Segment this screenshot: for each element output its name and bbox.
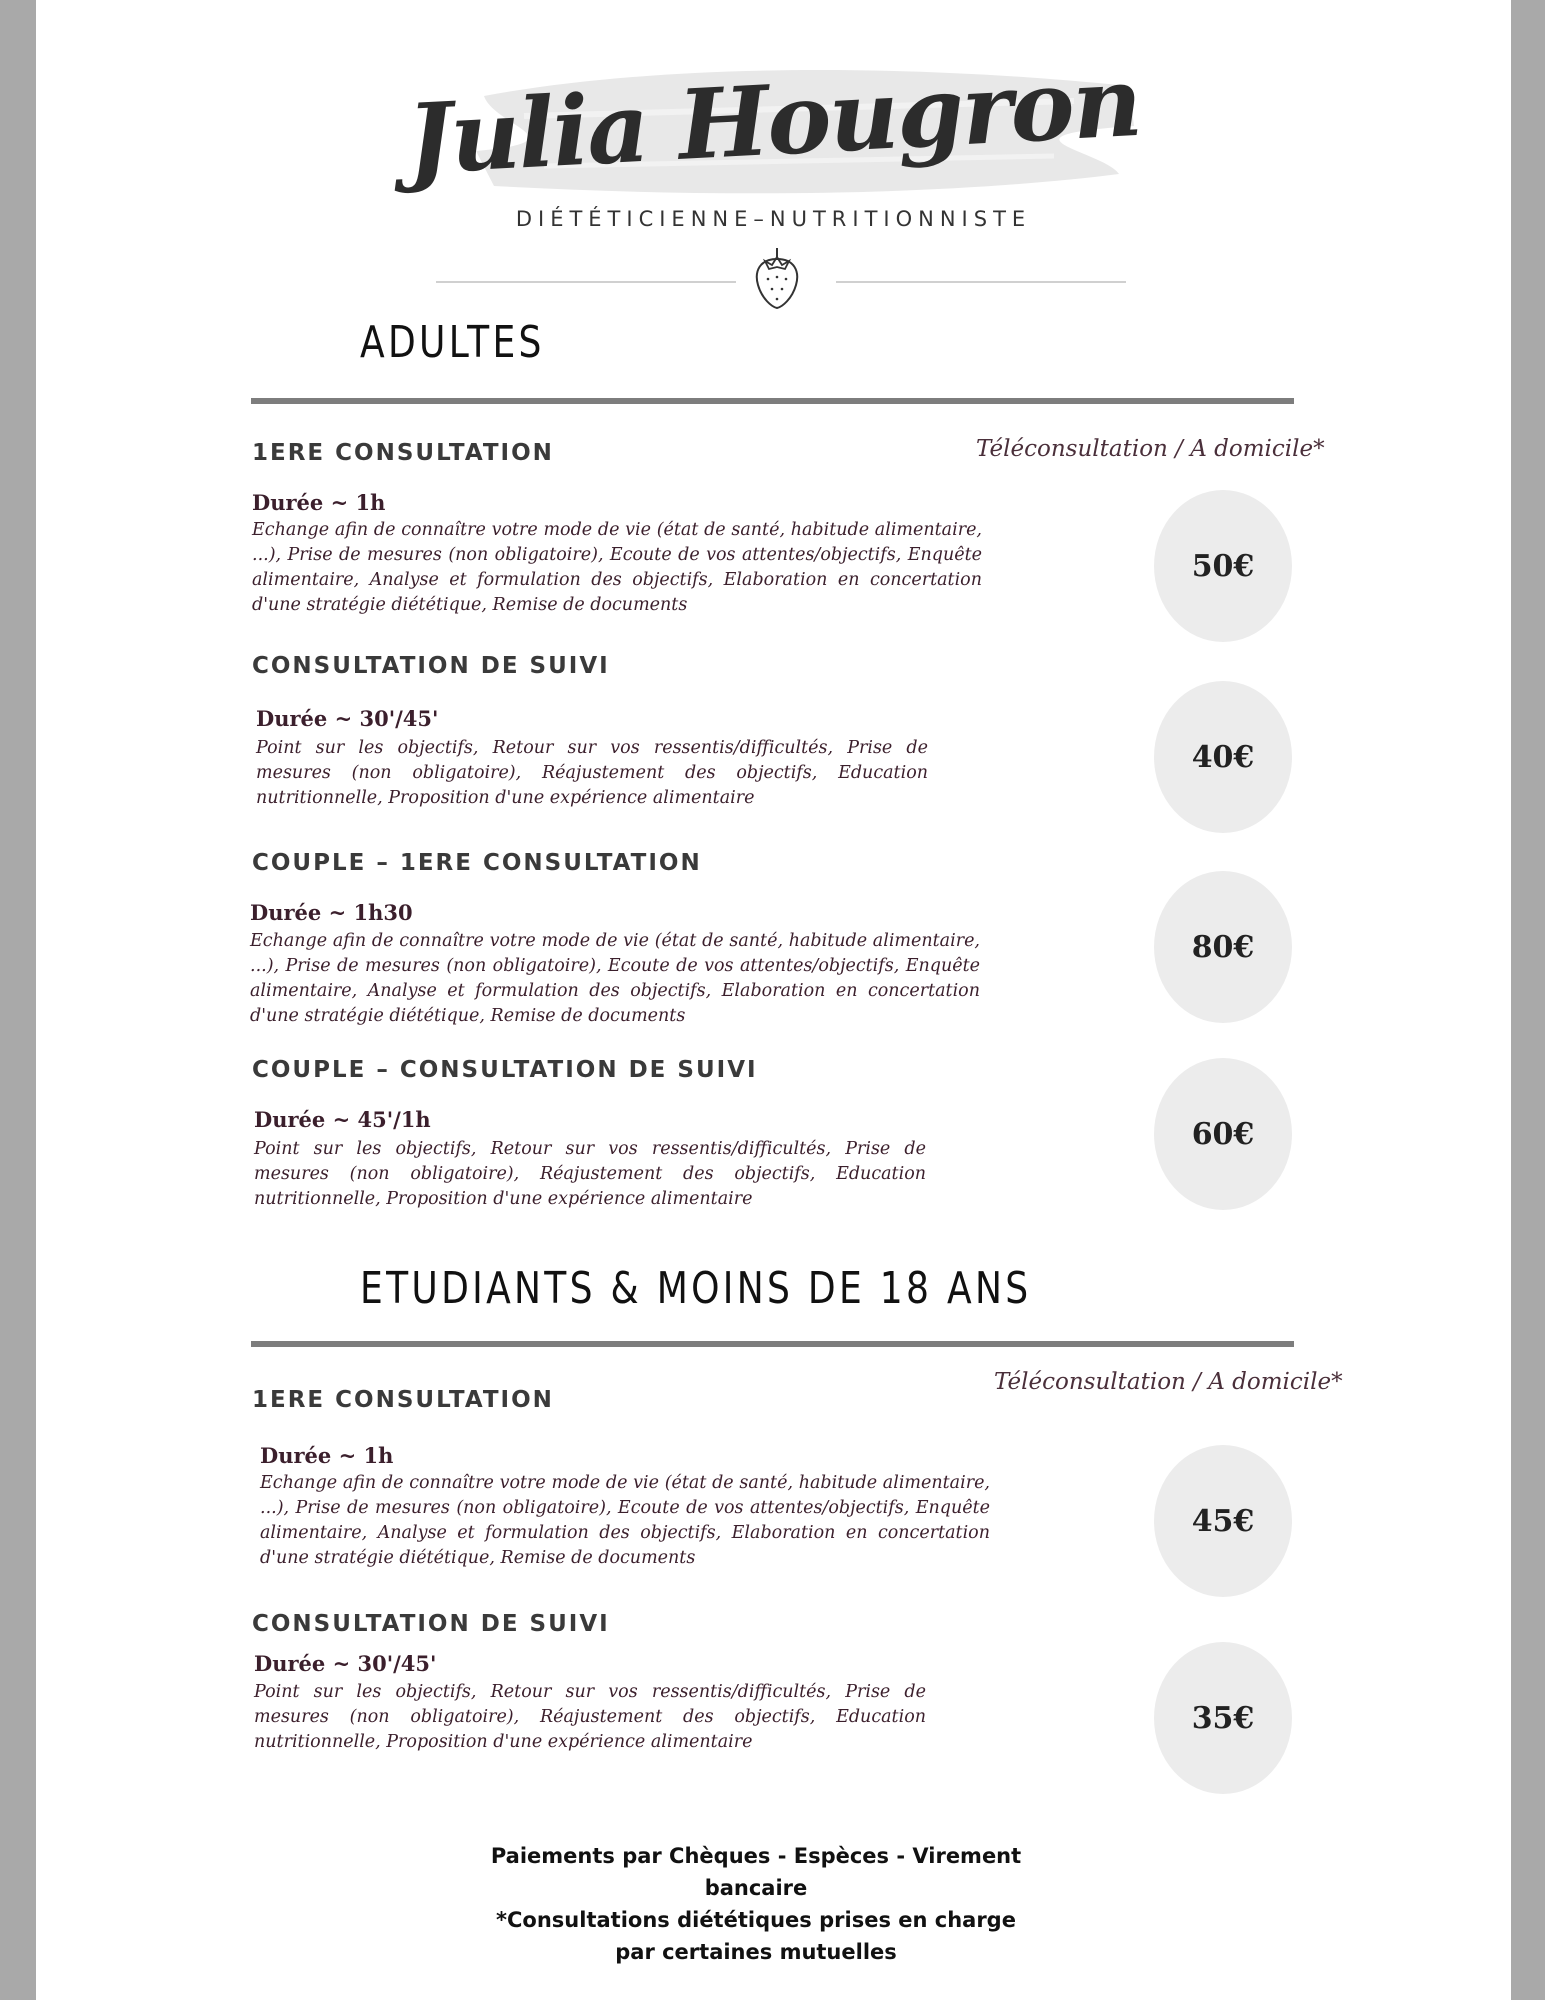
section-divider [251, 1341, 1294, 1347]
price-badge: 60€ [1154, 1058, 1292, 1210]
price-badge: 45€ [1154, 1445, 1292, 1597]
section-title-etudiants: ETUDIANTS & MOINS DE 18 ANS [360, 1263, 1032, 1314]
payment-methods: Paiements par Chèques - Espèces - Virement bancaire [490, 1844, 1022, 1900]
item-duration: Durée ~ 45'/1h [254, 1107, 431, 1132]
strawberry-icon [752, 245, 802, 311]
price-list-page [36, 0, 1511, 2000]
item-description: Echange afin de connaître votre mode de vie (état de santé, habitude alimentaire, ...), Prise de mesures (non obligatoire), Ecoute de vos attentes/objectifs, Enquête alimentaire, Analyse et formulation des objectifs, Elaboration en concertation d'une stratégie diététique, Remise de documents [260, 1473, 990, 1568]
item-duration: Durée ~ 1h30 [250, 900, 413, 925]
item-description: Echange afin de connaître votre mode de vie (état de santé, habitude alimentaire, ...), Prise de mesures (non obligatoire), Ecoute de vos attentes/objectifs, Enquête alimentaire, Analyse et formulation des objectifs, Elaboration en concertation d'une stratégie diététique, Remise de documents [252, 520, 982, 615]
item-description: Echange afin de connaître votre mode de vie (état de santé, habitude alimentaire, ...), Prise de mesures (non obligatoire), Ecoute de vos attentes/objectifs, Enquête alimentaire, Analyse et formulation des objectifs, Elaboration en concertation d'une stratégie diététique, Remise de documents [250, 931, 980, 1026]
section-title-adultes: ADULTES [360, 317, 545, 368]
item-title: COUPLE – CONSULTATION DE SUIVI [252, 1057, 758, 1083]
item-description: Point sur les objectifs, Retour sur vos ressentis/difficultés, Prise de mesures (non obligatoire), Réajustement des objectifs, Education nutritionnelle, Proposition d'une expérience alimentaire [256, 738, 928, 808]
price-badge: 40€ [1154, 681, 1292, 833]
item-duration: Durée ~ 30'/45' [256, 706, 439, 731]
section-divider [251, 398, 1294, 404]
price-badge: 80€ [1154, 871, 1292, 1023]
decorative-line-right [836, 281, 1126, 283]
item-duration: Durée ~ 1h [260, 1443, 394, 1468]
mode-note: Téléconsultation / A domicile* [976, 436, 1325, 462]
payment-footer [476, 1840, 1036, 1968]
item-description: Point sur les objectifs, Retour sur vos ressentis/difficultés, Prise de mesures (non obligatoire), Réajustement des objectifs, Education nutritionnelle, Proposition d'une expérience alimentaire [254, 1139, 926, 1209]
item-duration: Durée ~ 1h [252, 490, 386, 515]
logo-name: Julia Hougron [404, 44, 1143, 197]
item-title: 1ERE CONSULTATION [252, 1387, 554, 1413]
item-title: CONSULTATION DE SUIVI [252, 653, 610, 679]
item-duration: Durée ~ 30'/45' [254, 1651, 437, 1676]
price-badge: 35€ [1154, 1642, 1292, 1794]
item-title: 1ERE CONSULTATION [252, 440, 554, 466]
item-description: Point sur les objectifs, Retour sur vos ressentis/difficultés, Prise de mesures (non obligatoire), Réajustement des objectifs, Education nutritionnelle, Proposition d'une expérience alimentaire [254, 1682, 926, 1752]
price-badge: 50€ [1154, 490, 1292, 642]
mode-note: Téléconsultation / A domicile* [994, 1369, 1343, 1395]
decorative-line-left [436, 281, 736, 283]
insurance-note: *Consultations diététiques prises en charge par certaines mutuelles [496, 1908, 1016, 1964]
item-title: CONSULTATION DE SUIVI [252, 1611, 610, 1637]
item-title: COUPLE – 1ERE CONSULTATION [252, 850, 702, 876]
logo-subtitle: DIÉTÉTICIENNE–NUTRITIONNISTE [515, 207, 1032, 231]
